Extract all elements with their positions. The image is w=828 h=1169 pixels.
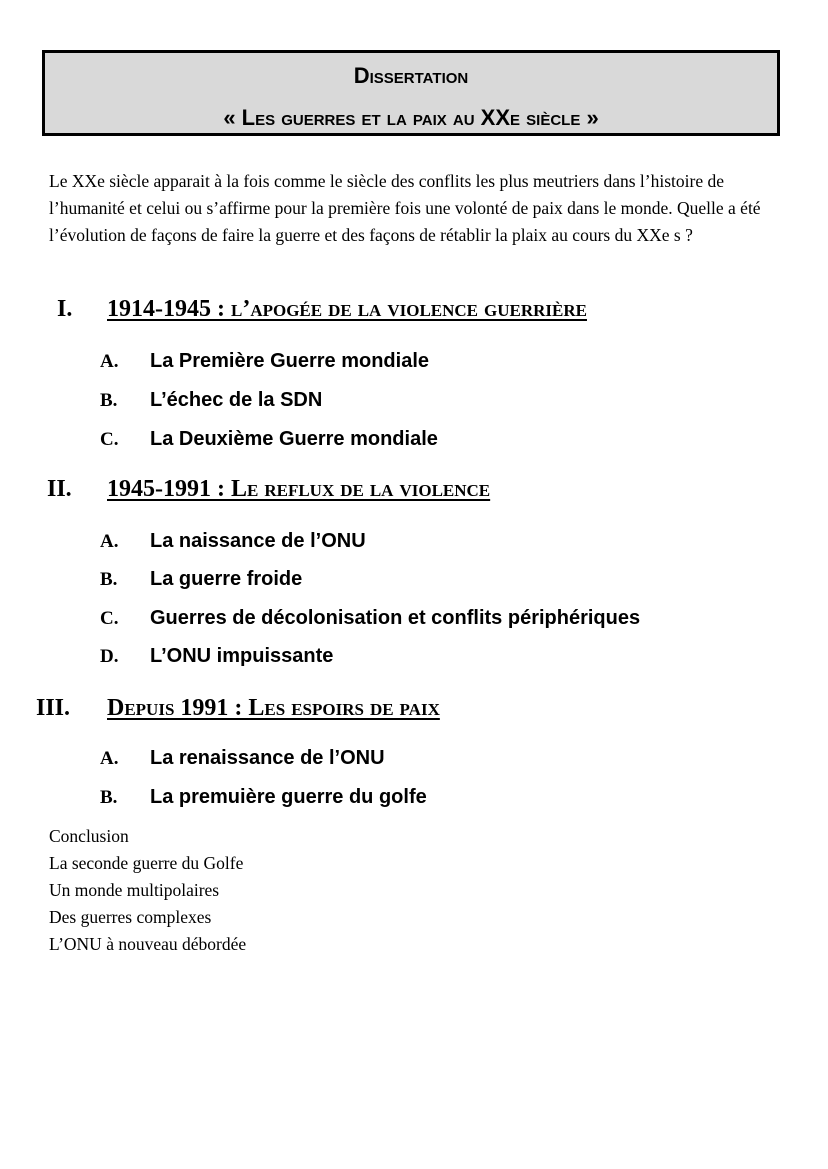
- section-item: [100, 428, 438, 451]
- conclusion-block: [49, 823, 246, 958]
- section-label: La Deuxième Guerre mondiale: [150, 428, 438, 450]
- section-letter: B.: [100, 390, 118, 411]
- section-item: [100, 645, 333, 668]
- section-letter: A.: [100, 531, 119, 552]
- conclusion-line: Des guerres complexes: [49, 907, 212, 927]
- section-letter: A.: [100, 351, 119, 372]
- conclusion-line: La seconde guerre du Golfe: [49, 853, 244, 873]
- part-heading-3: [36, 695, 440, 722]
- section-letter: C.: [100, 608, 119, 629]
- section-item: [100, 389, 322, 412]
- section-item: [100, 568, 302, 591]
- conclusion-line: Un monde multipolaires: [49, 880, 220, 900]
- section-letter: B.: [100, 569, 118, 590]
- section-label: La Première Guerre mondiale: [150, 350, 430, 372]
- document-subtitle: « Les guerres et la paix au XXe siècle »: [223, 105, 599, 130]
- section-letter: A.: [100, 748, 119, 769]
- section-label: Guerres de décolonisation et conflits périphériques: [150, 607, 641, 629]
- section-letter: C.: [100, 429, 119, 450]
- section-letter: B.: [100, 787, 118, 808]
- part-heading-2: [47, 476, 490, 503]
- title-box: [42, 50, 780, 136]
- section-item: [100, 786, 427, 809]
- section-item: [100, 607, 640, 630]
- section-item: [100, 350, 429, 373]
- part-number: I.: [57, 296, 73, 322]
- part-number: II.: [47, 476, 72, 502]
- section-label: La renaissance de l’ONU: [150, 747, 385, 769]
- section-label: La guerre froide: [150, 568, 303, 590]
- conclusion-heading: Conclusion: [49, 826, 129, 846]
- part-title: 1914-1945 : l’apogée de la violence guerrière: [107, 296, 587, 322]
- section-label: La naissance de l’ONU: [150, 530, 366, 552]
- conclusion-line: L’ONU à nouveau débordée: [49, 934, 247, 954]
- intro-paragraph: Le XXe siècle apparait à la fois comme le siècle des conflits les plus meutriers dans l’histoire de l’humanité et celui ou s’affirme pour la première fois une volonté de paix dans le monde. Quelle a été l’évolution de façons de faire la guerre et des façons de rétablir la plaix au cours du XXe s ?: [49, 171, 761, 245]
- part-title: 1945-1991 : Le reflux de la violence: [107, 476, 491, 502]
- document-title: Dissertation: [353, 63, 469, 88]
- section-letter: D.: [100, 646, 119, 667]
- section-item: [100, 747, 385, 770]
- section-label: L’ONU impuissante: [150, 645, 334, 667]
- part-heading-1: [57, 296, 587, 323]
- section-label: La premuière guerre du golfe: [150, 786, 427, 808]
- part-title: Depuis 1991 : Les espoirs de paix: [107, 695, 440, 721]
- section-label: L’échec de la SDN: [150, 389, 323, 411]
- section-item: [100, 530, 366, 553]
- part-number: III.: [36, 695, 71, 721]
